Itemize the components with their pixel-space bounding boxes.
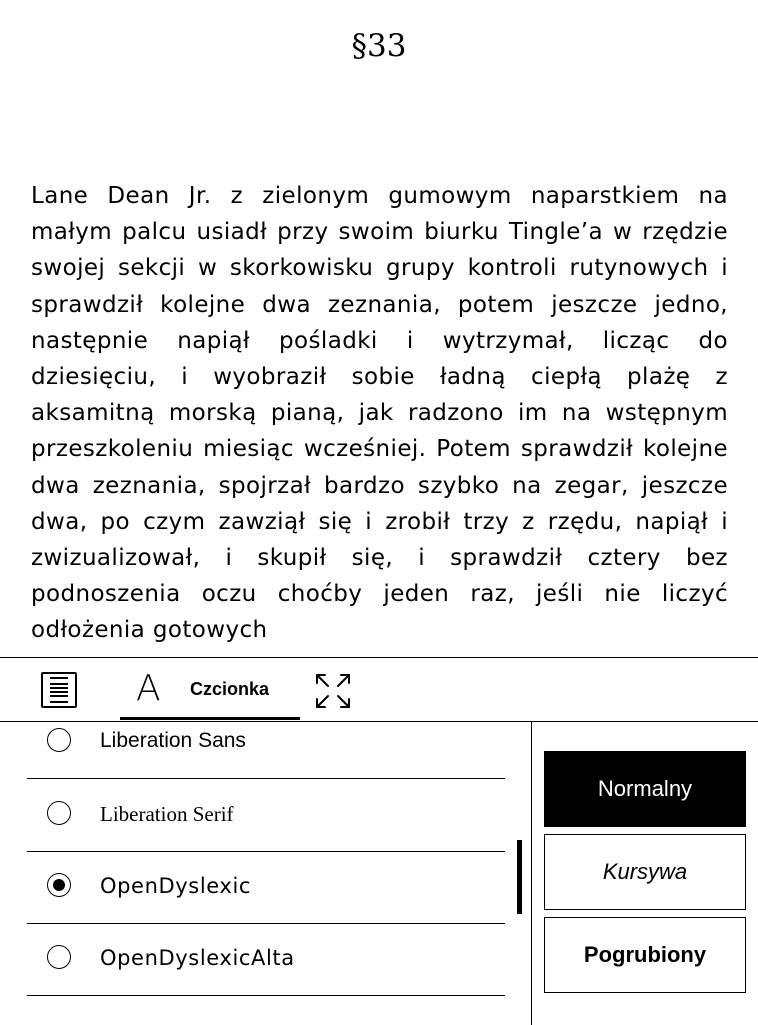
font-list-scrollbar[interactable]: [517, 840, 522, 914]
font-settings-panel: [0, 657, 758, 1025]
book-paragraph: Lane Dean Jr. z zielonym gumowym naparstkiem na małym palcu usiadł przy swoim biurku Tingle’a w rzędzie swojej sekcji w skorkowisku grupy kontroli rutynowych i sprawdził kolejne dwa zeznania, potem jeszcze jedno, następnie napiął pośladki i wytrzymał, licząc do dziesięciu, i wyobraził sobie ładną ciepłą plażę z aksamitną morską pianą, jak radzono im na wstępnym przeszkoleniu miesiąc wcześniej. Potem sprawdził kolejne dwa zeznania, spojrzał bardzo szybko na zegar, jeszcze dwa, po czym zawziął się i zrobił trzy z rzędu, napiął i zwizualizował, i skupił się, i sprawdził cztery bez podnoszenia oczu choćby jeden raz, jeśli nie liczyć odłożenia gotowych: [31, 183, 728, 644]
layout-icon-line: [50, 677, 68, 679]
style-normal-button[interactable]: Normalny: [544, 751, 746, 827]
tab-font-label: Czcionka: [190, 679, 270, 699]
radio-dot: [53, 879, 65, 891]
page-layout-icon[interactable]: [41, 672, 77, 708]
expand-arrows-icon[interactable]: [314, 672, 352, 710]
font-option-label: Liberation Serif: [100, 802, 234, 826]
layout-icon-line: [50, 687, 68, 689]
font-option-label: OpenDyslexicAlta: [100, 946, 295, 970]
font-option-label: OpenDyslexic: [100, 874, 252, 898]
chapter-title: §33: [351, 28, 407, 64]
settings-tab-bar: [0, 658, 758, 722]
font-option-opendyslexicalta[interactable]: [27, 923, 505, 996]
font-option-liberation-serif[interactable]: [27, 779, 505, 852]
layout-icon-line: [50, 695, 68, 697]
layout-icon-line: [50, 691, 68, 693]
radio-checked-icon[interactable]: [47, 873, 71, 897]
font-option-label: Liberation Sans: [100, 729, 246, 752]
style-bold-button[interactable]: Pogrubiony: [544, 917, 746, 993]
layout-icon-line: [50, 683, 68, 685]
font-option-opendyslexic[interactable]: [27, 851, 505, 924]
layout-icon-line: [50, 701, 68, 703]
letter-a-icon: A: [136, 668, 161, 709]
panel-divider: [531, 722, 532, 1025]
font-option-liberation-sans[interactable]: [27, 722, 505, 779]
radio-unchecked-icon[interactable]: [47, 728, 71, 752]
radio-unchecked-icon[interactable]: [47, 801, 71, 825]
tab-font[interactable]: [120, 658, 300, 720]
style-italic-button[interactable]: Kursywa: [544, 834, 746, 910]
radio-unchecked-icon[interactable]: [47, 945, 71, 969]
font-list: [0, 722, 530, 1025]
